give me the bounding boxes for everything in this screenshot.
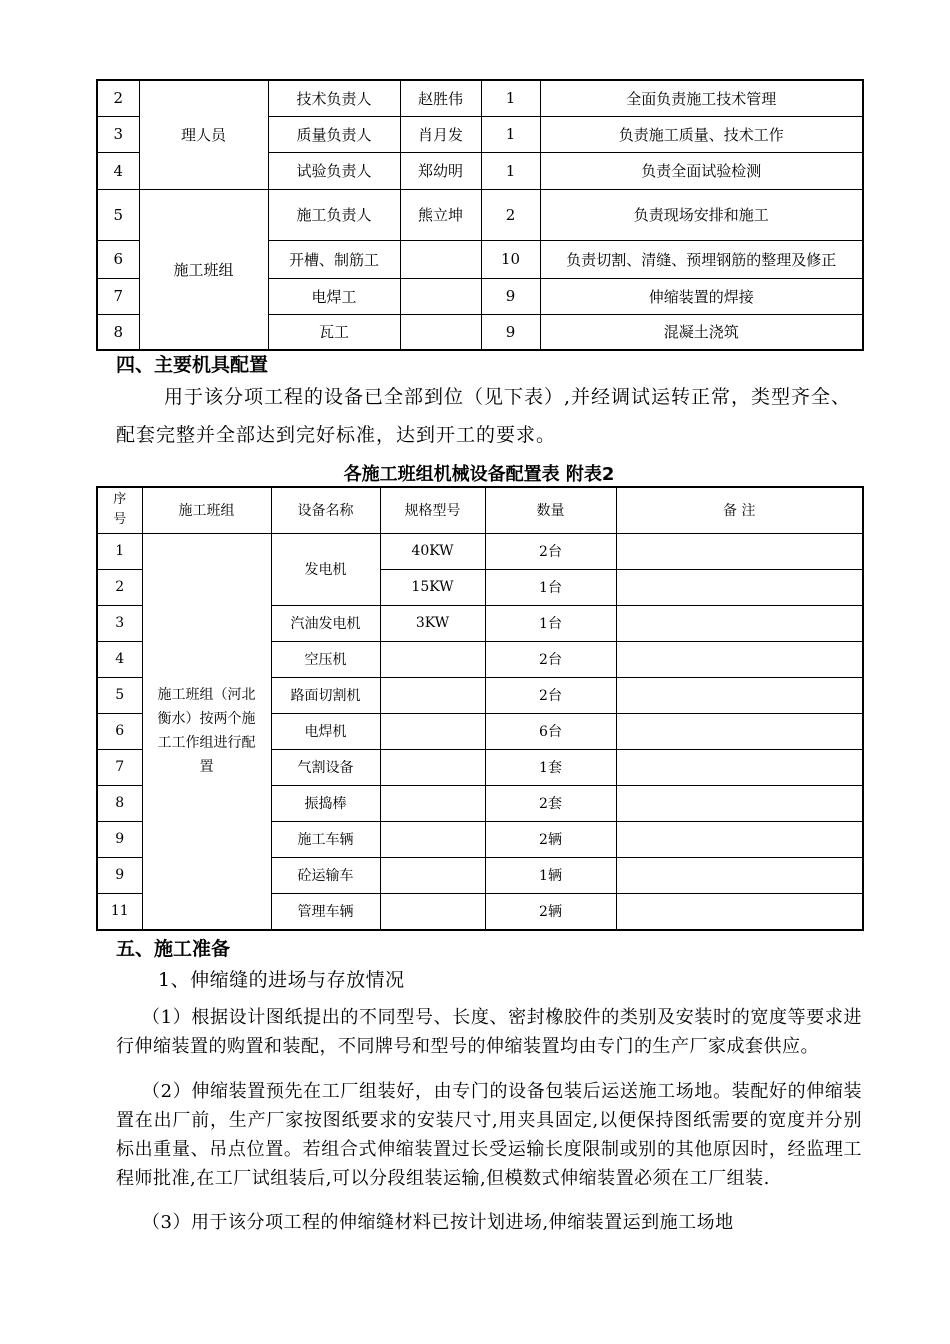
- staff-name: [400, 314, 481, 350]
- staff-duty: 负责全面试验检测: [540, 152, 863, 189]
- staff-duty: 混凝土浇筑: [540, 314, 863, 350]
- equip-qty: 1台: [485, 569, 616, 605]
- equip-name: 施工车辆: [271, 821, 380, 857]
- staff-role: 开槽、制筋工: [268, 240, 400, 278]
- equip-qty: 1台: [485, 605, 616, 641]
- equip-note: [616, 713, 863, 749]
- staff-no: 8: [97, 314, 139, 350]
- staff-no: 5: [97, 189, 139, 240]
- equip-name: 电焊机: [271, 713, 380, 749]
- equip-no: 8: [97, 785, 142, 821]
- staff-duty: 伸缩装置的焊接: [540, 278, 863, 314]
- equip-qty: 2套: [485, 785, 616, 821]
- staff-role: 质量负责人: [268, 116, 400, 152]
- staff-role: 电焊工: [268, 278, 400, 314]
- equip-spec: 3KW: [380, 605, 485, 641]
- equip-note: [616, 605, 863, 641]
- table-header-row: [97, 487, 863, 533]
- staff-role: 试验负责人: [268, 152, 400, 189]
- equip-qty: 2台: [485, 677, 616, 713]
- staff-duty: 负责现场安排和施工: [540, 189, 863, 240]
- staff-duty: 负责施工质量、技术工作: [540, 116, 863, 152]
- section5-paragraph-1: （1）根据设计图纸提出的不同型号、长度、密封橡胶件的类别及安装时的宽度等要求进行伸缩装置的购置和装配，不同牌号和型号的伸缩装置均由专门的生产厂家成套供应。: [116, 1007, 862, 1057]
- header-no: 序号: [97, 487, 142, 533]
- staff-count: 10: [481, 240, 540, 278]
- staff-no: 7: [97, 278, 139, 314]
- equip-qty: 2台: [485, 533, 616, 569]
- header-note: 备 注: [616, 487, 863, 533]
- staff-count: 9: [481, 278, 540, 314]
- equip-spec: [380, 641, 485, 677]
- equip-note: [616, 857, 863, 893]
- staff-name: [400, 240, 481, 278]
- staff-name: 肖月发: [400, 116, 481, 152]
- equip-note: [616, 821, 863, 857]
- equip-qty: 2辆: [485, 821, 616, 857]
- table-row: [97, 189, 863, 240]
- header-spec: 规格型号: [380, 487, 485, 533]
- table-row: [97, 80, 863, 116]
- equip-no: 2: [97, 569, 142, 605]
- staff-role: 施工负责人: [268, 189, 400, 240]
- equip-team-cell: 施工班组（河北衡水）按两个施工工作组进行配置: [142, 533, 271, 930]
- equip-qty: 1辆: [485, 857, 616, 893]
- equip-qty: 2辆: [485, 893, 616, 930]
- staff-no: 2: [97, 80, 139, 116]
- staff-count: 1: [481, 80, 540, 116]
- section5-subheading: 1、伸缩缝的进场与存放情况: [158, 969, 405, 991]
- equip-no: 4: [97, 641, 142, 677]
- section5-paragraph-3: （3）用于该分项工程的伸缩缝材料已按计划进场,伸缩装置运到施工场地: [142, 1212, 734, 1233]
- section4-paragraph: 用于该分项工程的设备已全部到位（见下表）,并经调试运转正常，类型齐全、配套完整并全部达到完好标准，达到开工的要求。: [116, 386, 852, 446]
- staff-no: 6: [97, 240, 139, 278]
- staff-name: 熊立坤: [400, 189, 481, 240]
- equip-name: 发电机: [271, 533, 380, 605]
- staff-name: 郑幼明: [400, 152, 481, 189]
- equip-no: 3: [97, 605, 142, 641]
- equip-note: [616, 569, 863, 605]
- equip-spec: [380, 749, 485, 785]
- equip-qty: 6台: [485, 713, 616, 749]
- equip-qty: 2台: [485, 641, 616, 677]
- section5-paragraph-2: （2）伸缩装置预先在工厂组装好，由专门的设备包装后运送施工场地。装配好的伸缩装置在出厂前，生产厂家按图纸要求的安装尺寸,用夹具固定,以便保持图纸需要的宽度并分别标出重量、吊点位置。若组合式伸缩装置过长受运输长度限制或别的其他原因时，经监理工程师批准,在工厂试组装后,可以分段组装运输,但模数式伸缩装置必须在工厂组装.: [116, 1081, 862, 1189]
- equip-spec: [380, 893, 485, 930]
- staff-duty: 全面负责施工技术管理: [540, 80, 863, 116]
- staff-group-management: 理人员: [139, 80, 268, 189]
- equip-name: 管理车辆: [271, 893, 380, 930]
- staff-table: [96, 79, 864, 351]
- section4-heading: 四、主要机具配置: [116, 354, 269, 376]
- equip-no: 9: [97, 857, 142, 893]
- equip-name: 空压机: [271, 641, 380, 677]
- equip-spec: [380, 713, 485, 749]
- staff-name: 赵胜伟: [400, 80, 481, 116]
- staff-role: 技术负责人: [268, 80, 400, 116]
- equip-no: 1: [97, 533, 142, 569]
- equip-no: 6: [97, 713, 142, 749]
- equip-name: 气割设备: [271, 749, 380, 785]
- staff-group-crew: 施工班组: [139, 189, 268, 350]
- equip-note: [616, 749, 863, 785]
- staff-count: 2: [481, 189, 540, 240]
- header-team: 施工班组: [142, 487, 271, 533]
- equip-spec: 40KW: [380, 533, 485, 569]
- table-row: [97, 533, 863, 569]
- staff-name: [400, 278, 481, 314]
- equip-name: 振捣棒: [271, 785, 380, 821]
- equip-no: 7: [97, 749, 142, 785]
- equip-name: 路面切割机: [271, 677, 380, 713]
- staff-duty: 负责切割、清缝、预埋钢筋的整理及修正: [540, 240, 863, 278]
- equip-note: [616, 893, 863, 930]
- staff-count: 9: [481, 314, 540, 350]
- staff-count: 1: [481, 116, 540, 152]
- equipment-table-caption: 各施工班组机械设备配置表 附表2: [343, 464, 615, 485]
- equipment-table: [96, 486, 864, 931]
- header-quantity: 数量: [485, 487, 616, 533]
- equip-spec: [380, 821, 485, 857]
- equip-note: [616, 677, 863, 713]
- equip-spec: [380, 677, 485, 713]
- section5-heading: 五、施工准备: [116, 938, 231, 960]
- equip-spec: [380, 785, 485, 821]
- equip-name: 汽油发电机: [271, 605, 380, 641]
- staff-count: 1: [481, 152, 540, 189]
- staff-no: 3: [97, 116, 139, 152]
- equip-qty: 1套: [485, 749, 616, 785]
- equip-note: [616, 533, 863, 569]
- header-equipment-name: 设备名称: [271, 487, 380, 533]
- equip-no: 9: [97, 821, 142, 857]
- staff-role: 瓦工: [268, 314, 400, 350]
- staff-no: 4: [97, 152, 139, 189]
- equip-no: 11: [97, 893, 142, 930]
- equip-note: [616, 641, 863, 677]
- equip-note: [616, 785, 863, 821]
- equip-name: 砼运输车: [271, 857, 380, 893]
- equip-spec: 15KW: [380, 569, 485, 605]
- equip-no: 5: [97, 677, 142, 713]
- equip-spec: [380, 857, 485, 893]
